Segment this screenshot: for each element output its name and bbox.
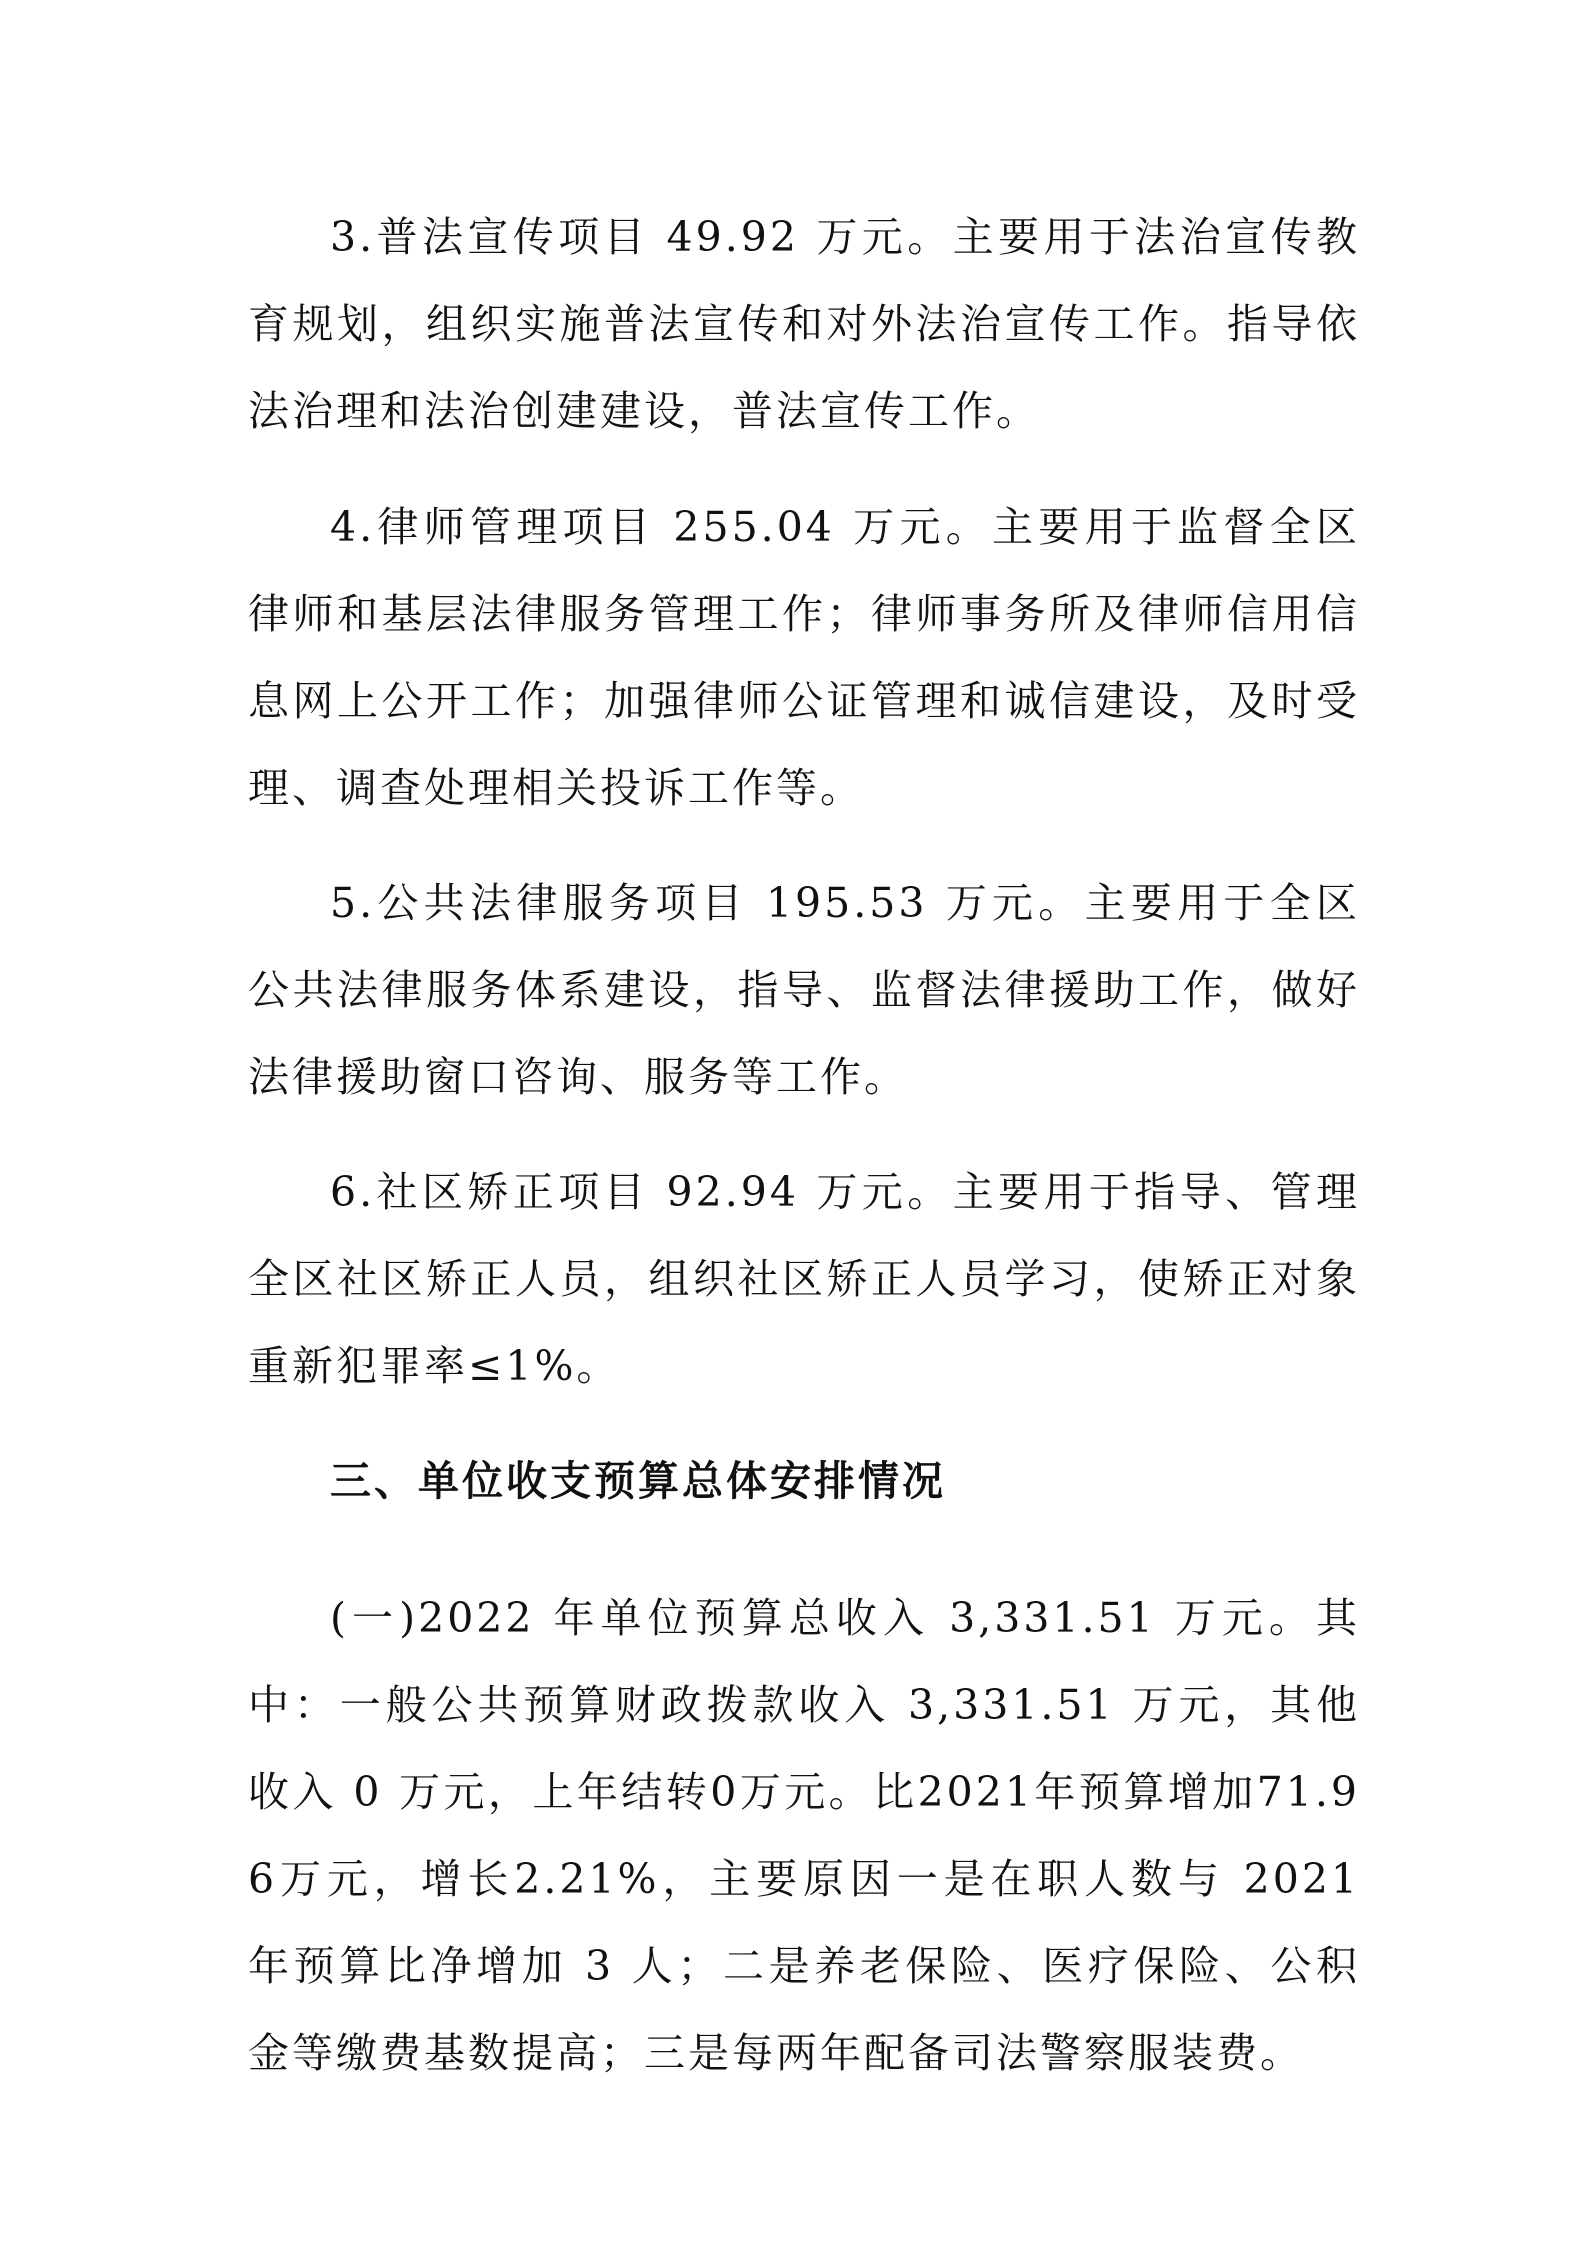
paragraph-section-3-income: (一)2022 年单位预算总收入 3,331.51 万元。其中：一般公共预算财政拨款收入 3,331.51 万元，其他收入 0 万元，上年结转0万元。比2021年预算增加71.96万元，增长2.21%，主要原因一是在职人数与 2021 年预算比净增加 3 人；二是养老保险、医疗保险、公积金等缴费基数提高；三是每两年配备司法警察服装费。	[248, 1594, 1360, 2077]
paragraph-item-3: 3.普法宣传项目 49.92 万元。主要用于法治宣传教育规划，组织实施普法宣传和对外法治宣传工作。指导依法治理和法治创建建设，普法宣传工作。	[248, 213, 1360, 435]
paragraph-item-4: 4.律师管理项目 255.04 万元。主要用于监督全区律师和基层法律服务管理工作；律师事务所及律师信用信息网上公开工作；加强律师公证管理和诚信建设，及时受理、调查处理相关投诉工作等。	[248, 503, 1360, 812]
paragraph-item-6: 6.社区矫正项目 92.94 万元。主要用于指导、管理全区社区矫正人员，组织社区矫正人员学习，使矫正对象重新犯罪率≤1%。	[248, 1168, 1360, 1390]
paragraph-item-5: 5.公共法律服务项目 195.53 万元。主要用于全区公共法律服务体系建设，指导、监督法律援助工作，做好法律援助窗口咨询、服务等工作。	[248, 879, 1360, 1101]
section-heading-3: 三、单位收支预算总体安排情况	[330, 1457, 946, 1505]
